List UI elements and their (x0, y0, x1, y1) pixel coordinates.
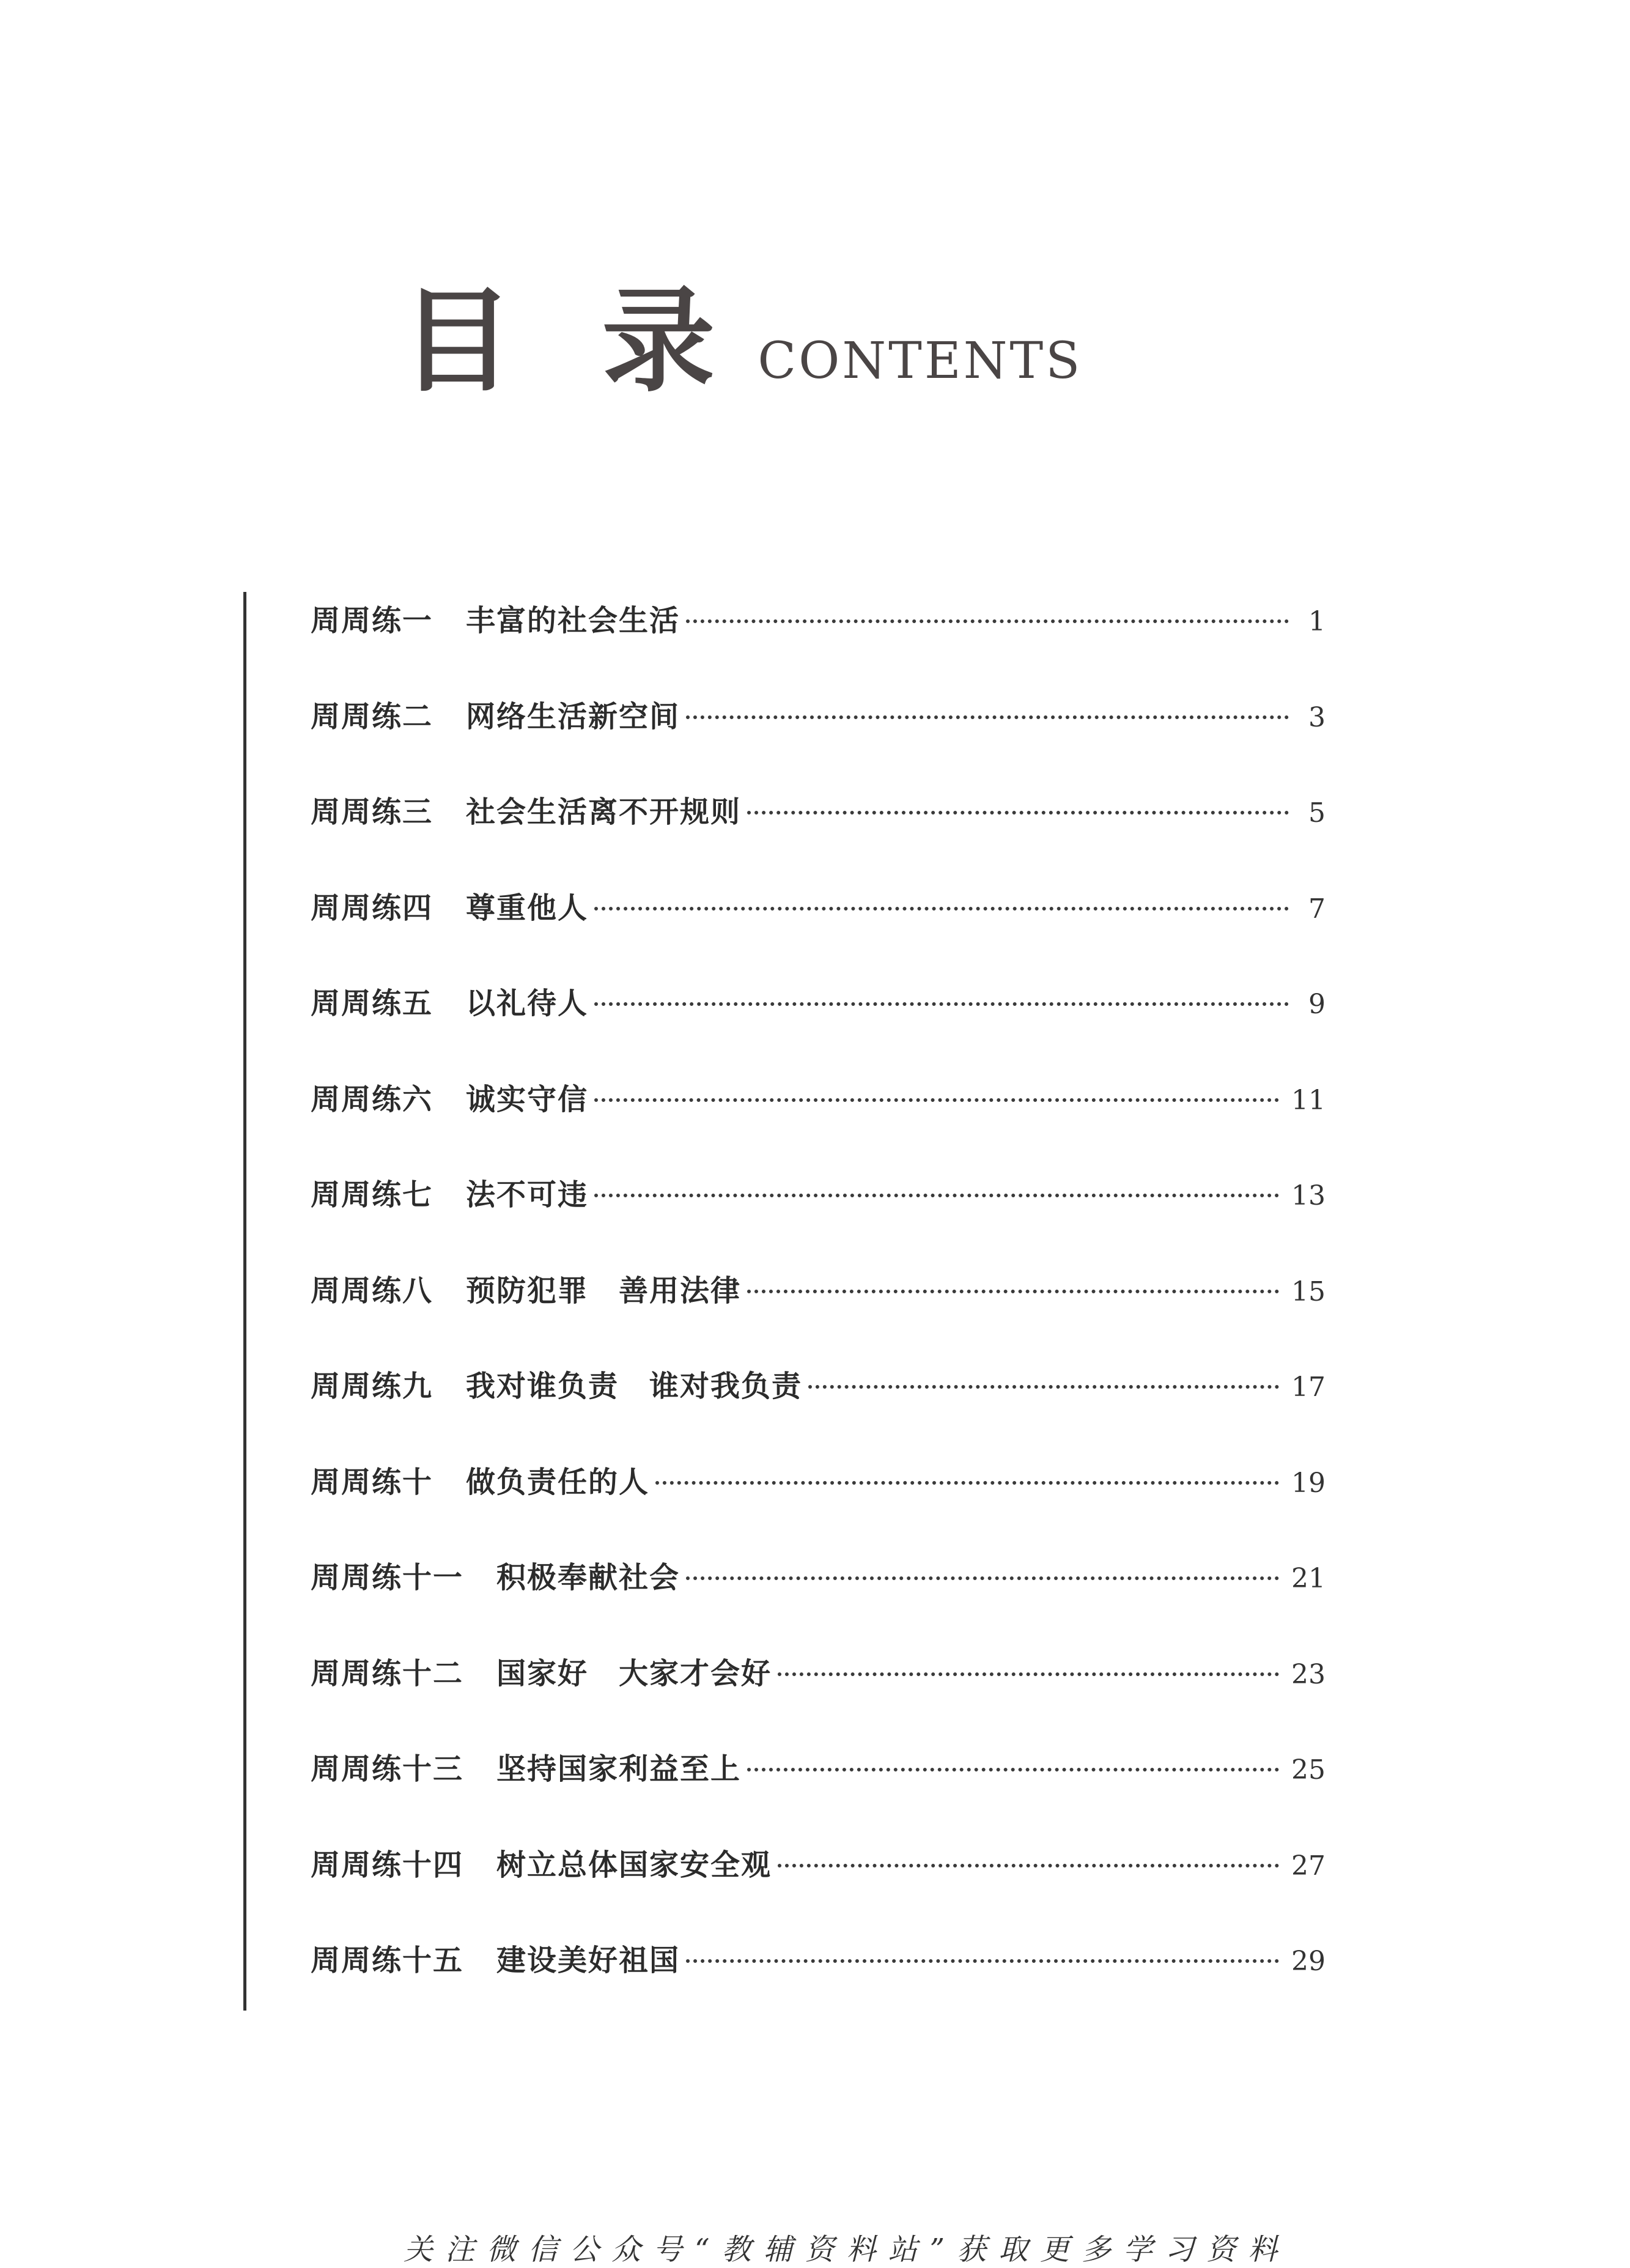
toc-entry[interactable] (311, 1464, 1326, 1560)
toc-dot-leader (686, 1576, 1279, 1580)
toc-entry[interactable] (311, 1081, 1326, 1177)
toc-dot-leader (655, 1480, 1279, 1485)
toc-entry-page-number: 5 (1308, 797, 1326, 829)
toc-entry-number: 周周练十三 (311, 1752, 464, 1786)
toc-entry-page-number: 27 (1291, 1850, 1326, 1882)
toc-entry-number: 周周练十五 (311, 1943, 464, 1978)
toc-entry-title: 以礼待人 (466, 986, 589, 1021)
toc-dot-leader (808, 1384, 1279, 1389)
toc-entry-number: 周周练三 (311, 795, 433, 829)
toc-entry-number: 周周练十四 (311, 1847, 464, 1882)
toc-entry-page-number: 11 (1291, 1084, 1326, 1116)
toc-entry[interactable] (311, 1751, 1326, 1847)
toc-entry-title: 做负责任的人 (466, 1465, 650, 1499)
toc-dot-leader (778, 1672, 1279, 1676)
toc-dot-leader (594, 906, 1289, 911)
toc-entry-number: 周周练四 (311, 890, 433, 925)
toc-dot-leader (747, 1289, 1279, 1293)
toc-entry[interactable] (311, 1655, 1326, 1751)
toc-entry[interactable] (311, 985, 1326, 1081)
toc-entry-title: 尊重他人 (466, 890, 589, 925)
toc-entry-number: 周周练十一 (311, 1561, 464, 1595)
toc-entry-title: 丰富的社会生活 (466, 604, 680, 638)
toc-dot-leader (686, 715, 1289, 719)
toc-entry-number: 周周练一 (311, 604, 433, 638)
toc-entry-page-number: 9 (1308, 989, 1326, 1020)
toc-entry-title: 建设美好祖国 (496, 1943, 680, 1978)
toc-entry-number: 周周练十 (311, 1465, 433, 1499)
toc-entry-number: 周周练八 (311, 1273, 433, 1308)
toc-dot-leader (594, 1193, 1279, 1197)
toc-entry-page-number: 15 (1291, 1276, 1326, 1307)
toc-entry-number: 周周练九 (311, 1369, 433, 1403)
toc-vertical-rule (243, 592, 246, 2011)
toc-entry-number: 周周练六 (311, 1082, 433, 1117)
footer-note: 关注微信公众号“教辅资料站”获取更多学习资料 (404, 2233, 1290, 2267)
toc-entry-title: 诚实守信 (466, 1082, 589, 1117)
toc-entry-title: 网络生活新空间 (466, 699, 680, 734)
toc-entry-number: 周周练五 (311, 986, 433, 1021)
contents-heading (400, 263, 1083, 407)
toc-dot-leader (747, 1767, 1279, 1771)
toc-entry-title: 预防犯罪 善用法律 (466, 1273, 742, 1308)
toc-entry-number: 周周练十二 (311, 1656, 464, 1691)
toc-entry-title: 法不可违 (466, 1178, 589, 1212)
toc-dot-leader (594, 1002, 1289, 1006)
toc-entry-page-number: 13 (1291, 1180, 1326, 1211)
heading-english: CONTENTS (758, 332, 1083, 390)
toc-entry-page-number: 29 (1291, 1946, 1326, 1977)
toc-dot-leader (686, 1959, 1279, 1963)
toc-entry-page-number: 23 (1291, 1658, 1326, 1690)
toc-entry[interactable] (311, 890, 1326, 986)
toc-entry-page-number: 17 (1291, 1372, 1326, 1403)
table-of-contents (311, 602, 1326, 2038)
toc-entry-number: 周周练七 (311, 1178, 433, 1212)
toc-entry-title: 积极奉献社会 (496, 1561, 680, 1595)
toc-entry-title: 国家好 大家才会好 (496, 1656, 772, 1691)
toc-entry-page-number: 25 (1291, 1754, 1326, 1786)
toc-entry-page-number: 19 (1291, 1467, 1326, 1499)
toc-dot-leader (747, 810, 1289, 814)
toc-dot-leader (686, 619, 1289, 623)
toc-dot-leader (778, 1863, 1279, 1867)
toc-entry-page-number: 7 (1308, 893, 1326, 925)
toc-entry[interactable] (311, 602, 1326, 698)
toc-entry[interactable] (311, 1273, 1326, 1369)
toc-entry-page-number: 1 (1308, 606, 1326, 637)
toc-entry[interactable] (311, 1847, 1326, 1943)
toc-entry[interactable] (311, 1368, 1326, 1464)
toc-dot-leader (594, 1098, 1279, 1102)
toc-entry-page-number: 3 (1308, 701, 1326, 733)
toc-entry[interactable] (311, 698, 1326, 794)
toc-entry[interactable] (311, 794, 1326, 890)
toc-entry-number: 周周练二 (311, 699, 433, 734)
toc-entry-page-number: 21 (1291, 1563, 1326, 1594)
toc-entry-title: 社会生活离不开规则 (466, 795, 742, 829)
heading-chinese: 目 录 (400, 274, 740, 407)
toc-entry-title: 树立总体国家安全观 (496, 1847, 772, 1882)
toc-entry-title: 坚持国家利益至上 (496, 1752, 742, 1786)
toc-entry[interactable] (311, 1176, 1326, 1273)
toc-entry-title: 我对谁负责 谁对我负责 (466, 1369, 803, 1403)
toc-entry[interactable] (311, 1942, 1326, 2038)
toc-entry[interactable] (311, 1559, 1326, 1655)
